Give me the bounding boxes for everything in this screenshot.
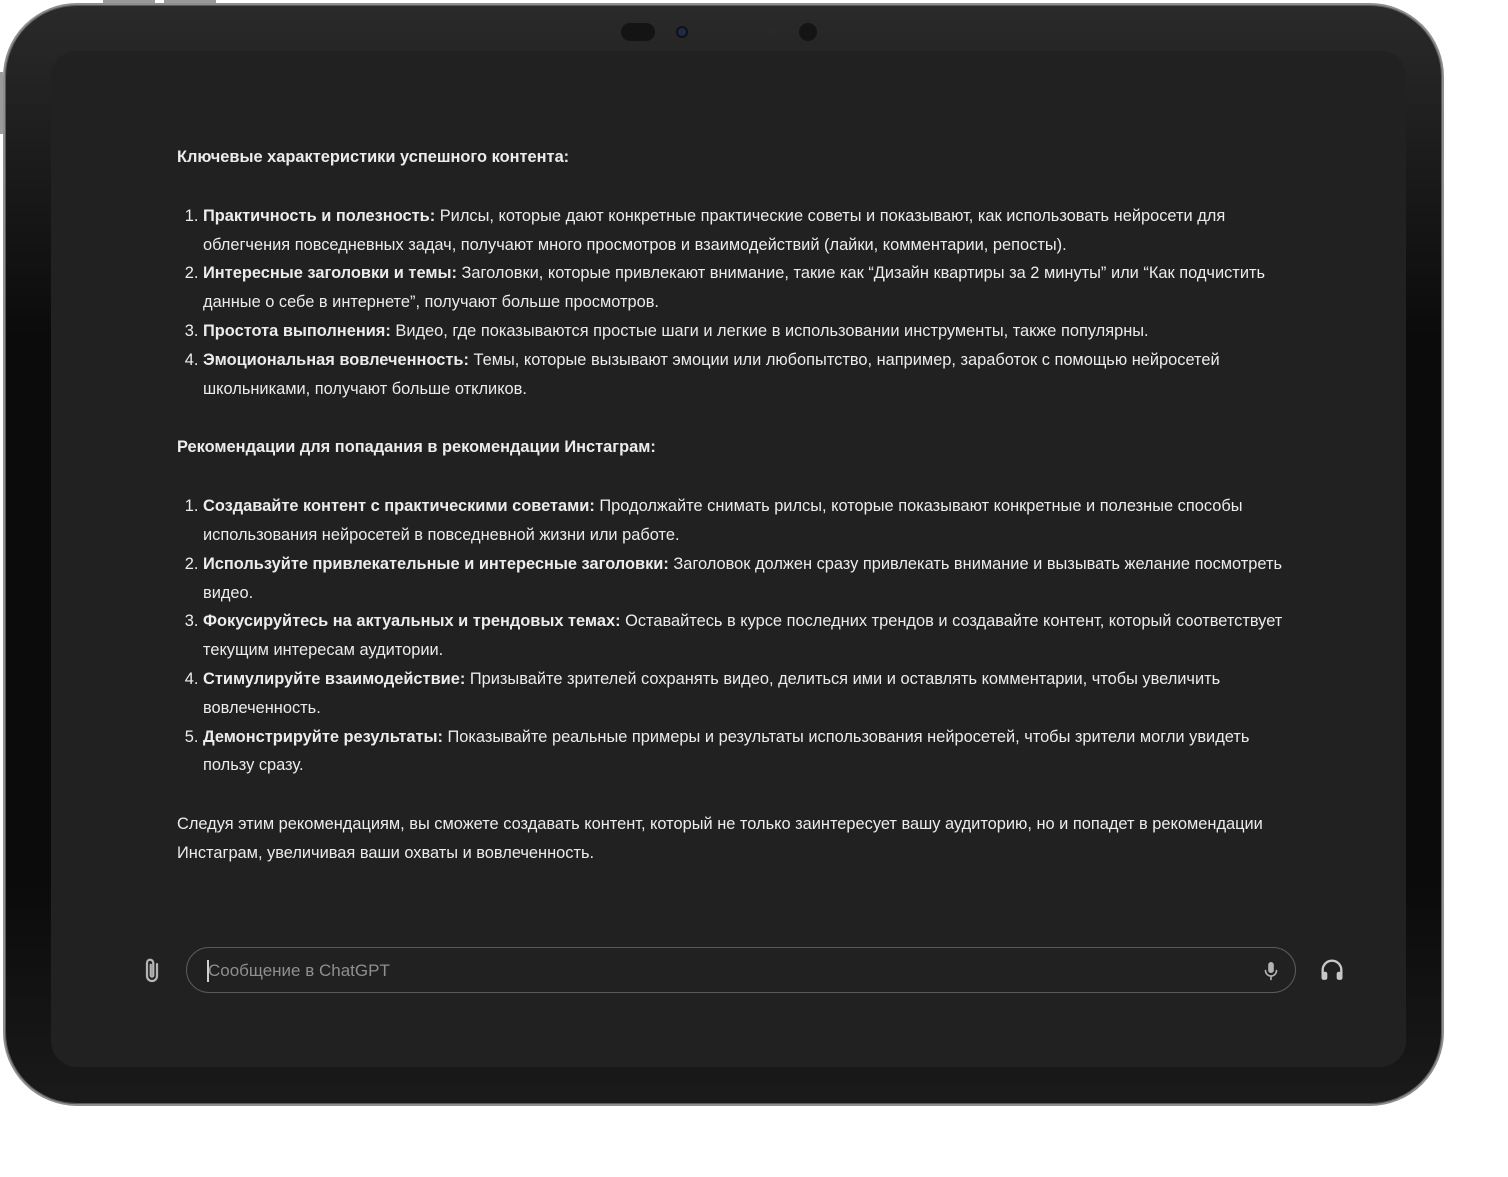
conclusion-paragraph: Следуя этим рекомендациям, вы сможете создавать контент, который не только заинтересует вашу аудиторию, но и попадет в рекомендации Инстаграм, увеличивая ваши охваты и вовлеченность.: [177, 815, 1263, 862]
list-item: [203, 723, 1297, 781]
list-item: [203, 550, 1297, 608]
list-item-title: Фокусируйтесь на актуальных и трендовых темах:: [203, 612, 621, 631]
sensor-dot: [768, 29, 773, 34]
sensor-dot: [799, 23, 817, 41]
list-item-title: Практичность и полезность:: [203, 206, 436, 225]
list-item: [203, 607, 1297, 665]
message-input-container[interactable]: [186, 947, 1296, 993]
chat-screen: [51, 51, 1406, 1067]
list-item-title: Стимулируйте взаимодействие:: [203, 669, 466, 688]
list-item-title: Демонстрируйте результаты:: [203, 727, 443, 746]
list-item: [203, 259, 1297, 317]
list-item-text: Заголовок должен сразу привлекать внимание и вызывать желание посмотреть видео.: [203, 554, 1283, 602]
text-cursor: [207, 960, 209, 982]
list-item: [203, 317, 1297, 346]
section-heading-characteristics: Ключевые характеристики успешного контента:: [177, 148, 570, 166]
assistant-message: [177, 143, 1297, 868]
list-item: [203, 492, 1297, 550]
list-item-text: Видео, где показываются простые шаги и легкие в использовании инструменты, также популярны.: [390, 321, 1149, 340]
headphones-icon[interactable]: [1318, 956, 1346, 984]
list-item-title: Создавайте контент с практическими советами:: [203, 497, 595, 516]
list-item-title: Интересные заголовки и темы:: [203, 264, 457, 283]
list-item-text: Оставайтесь в курсе последних трендов и создавайте контент, который соответствует текущим интересам аудитории.: [203, 612, 1283, 660]
list-item: [203, 665, 1297, 723]
list-item-text: Темы, которые вызывают эмоции или любопытство, например, заработок с помощью нейросетей школьниками, получают больше откликов.: [203, 350, 1220, 398]
list-item-title: Используйте привлекательные и интересные заголовки:: [203, 554, 669, 573]
list-item: [203, 346, 1297, 404]
message-input[interactable]: [206, 956, 1240, 986]
composer: [51, 947, 1406, 995]
list-item-title: Простота выполнения:: [203, 321, 391, 340]
characteristics-list: [177, 202, 1297, 404]
paperclip-icon[interactable]: [137, 956, 167, 986]
list-item-text: Рилсы, которые дают конкретные практические советы и показывают, как использовать нейросети для облегчения повседневных задач, получают много просмотров и взаимодействий (лайки, комментарии, репосты).: [203, 206, 1226, 254]
list-item-text: Призывайте зрителей сохранять видео, делиться ими и оставлять комментарии, чтобы увеличить вовлеченность.: [203, 669, 1221, 717]
list-item: [203, 202, 1297, 260]
sensor-dot: [621, 23, 655, 41]
list-item-text: Заголовки, которые привлекают внимание, такие как “Дизайн квартиры за 2 минуты” или “Как подчистить данные о себе в интернете”, получают больше просмотров.: [203, 264, 1266, 312]
tablet-frame: [3, 3, 1444, 1106]
list-item-text: Продолжайте снимать рилсы, которые показывают конкретные и полезные способы использования нейросетей в повседневной жизни или работе.: [203, 497, 1243, 544]
list-item-title: Эмоциональная вовлеченность:: [203, 350, 469, 369]
microphone-icon[interactable]: [1259, 959, 1283, 983]
list-item-text: Показывайте реальные примеры и результаты использования нейросетей, чтобы зрители могли увидеть пользу сразу.: [203, 727, 1250, 775]
section-heading-recommendations: Рекомендации для попадания в рекомендации Инстаграм:: [177, 438, 656, 457]
recommendations-list: [177, 492, 1297, 780]
camera-bar: [605, 17, 845, 47]
camera-lens: [678, 28, 686, 36]
